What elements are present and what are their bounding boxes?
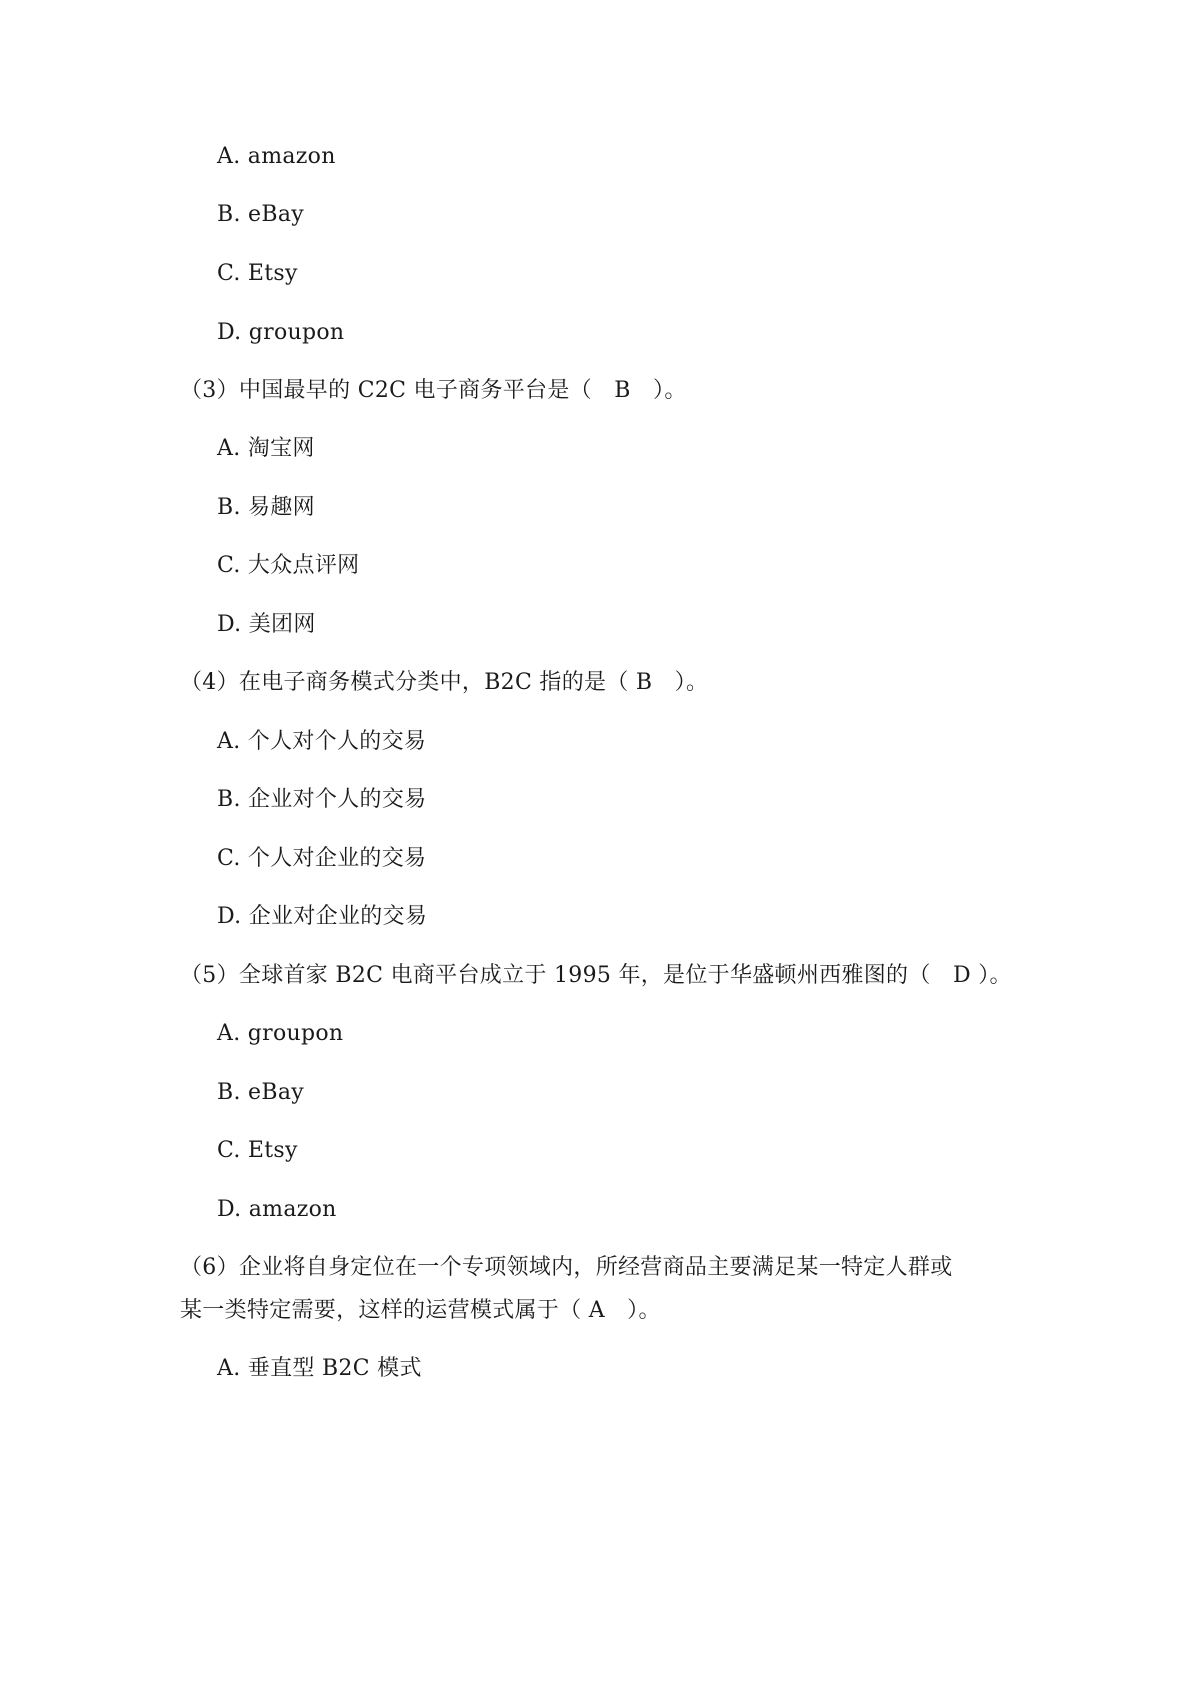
question-line: （5）全球首家 B2C 电商平台成立于 1995 年，是位于华盛顿州西雅图的（ D ）。 (180, 963, 1012, 988)
question-line: （6）企业将自身定位在一个专项领域内，所经营商品主要满足某一特定人群或 (180, 1255, 953, 1280)
option-line: A. 淘宝网 (217, 436, 315, 461)
option-line: B. eBay (217, 1080, 304, 1105)
option-line: A. 垂直型 B2C 模式 (217, 1356, 422, 1381)
option-line: C. Etsy (217, 261, 298, 286)
option-line: C. 大众点评网 (217, 553, 360, 578)
option-line: C. 个人对企业的交易 (217, 846, 427, 871)
option-line: A. amazon (217, 144, 336, 169)
option-line: B. 易趣网 (217, 495, 315, 520)
option-line: A. 个人对个人的交易 (217, 729, 427, 754)
question-line: （3）中国最早的 C2C 电子商务平台是（ B ）。 (180, 378, 687, 403)
option-line: D. 美团网 (217, 612, 316, 637)
option-line: D. groupon (217, 320, 345, 345)
option-line: C. Etsy (217, 1138, 298, 1163)
option-line: A. groupon (217, 1021, 344, 1046)
question-line: 某一类特定需要，这样的运营模式属于（ A ）。 (180, 1298, 661, 1323)
option-line: D. 企业对企业的交易 (217, 904, 428, 929)
question-line: （4）在电子商务模式分类中，B2C 指的是（ B ）。 (180, 670, 709, 695)
option-line: B. eBay (217, 202, 304, 227)
option-line: B. 企业对个人的交易 (217, 787, 427, 812)
option-line: D. amazon (217, 1197, 337, 1222)
